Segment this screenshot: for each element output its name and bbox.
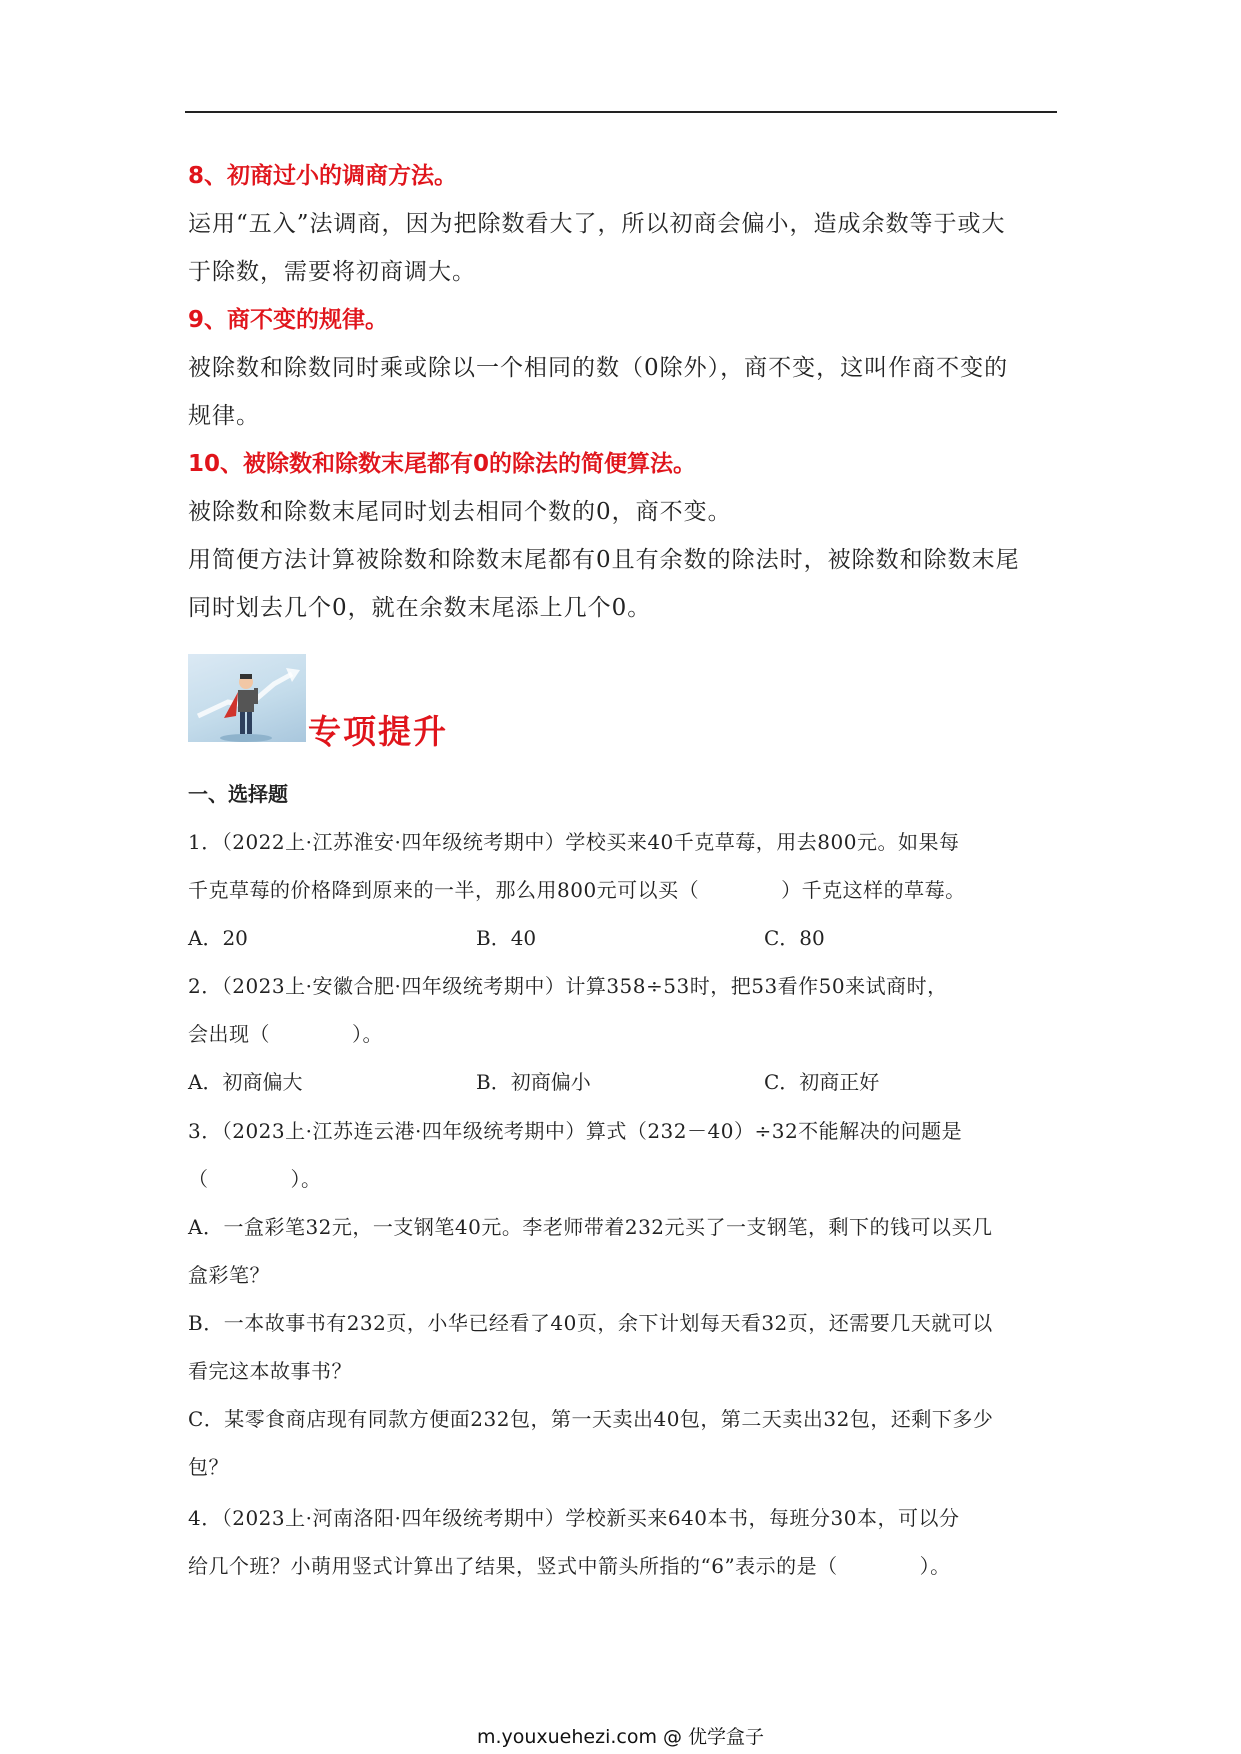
kp8-heading: 8、初商过小的调商方法。 — [188, 163, 458, 189]
question-line: 3．（2023上·江苏连云港·四年级统考期中）算式（232－40）÷32不能解决的问题是 — [188, 1119, 963, 1143]
option-b[interactable]: B．40 — [476, 926, 537, 950]
kp8-line: 于除数，需要将初商调大。 — [188, 259, 476, 285]
question-line: （ ）。 — [188, 1167, 322, 1191]
kp10-block — [188, 440, 1058, 632]
kp9-line: 规律。 — [188, 403, 260, 429]
option-b-cont[interactable]: 看完这本故事书？ — [188, 1359, 352, 1383]
option-b[interactable]: B．一本故事书有232页，小华已经看了40页，余下计划每天看32页，还需要几天就可以 — [188, 1311, 993, 1335]
option-c[interactable]: C．初商正好 — [764, 1070, 880, 1094]
question-3 — [188, 1107, 1058, 1491]
option-c[interactable]: C．80 — [764, 926, 825, 950]
kp10-line: 同时划去几个0，就在余数末尾添上几个0。 — [188, 595, 652, 621]
option-a-cont[interactable]: 盒彩笔？ — [188, 1263, 270, 1287]
question-line: 给几个班？小萌用竖式计算出了结果，竖式中箭头所指的“6”表示的是（ ）。 — [188, 1554, 951, 1578]
kp10-line: 被除数和除数末尾同时划去相同个数的0，商不变。 — [188, 499, 732, 525]
option-a[interactable]: A．一盒彩笔32元，一支钢笔40元。李老师带着232元买了一支钢笔，剩下的钱可以买几 — [188, 1215, 993, 1239]
banner-title: 专项提升 — [308, 712, 448, 751]
question-line: 2．（2023上·安徽合肥·四年级统考期中）计算358÷53时，把53看作50来试商时， — [188, 974, 948, 998]
question-line: 会出现（ ）。 — [188, 1022, 383, 1046]
teacher-illustration-icon — [188, 654, 306, 742]
question-4 — [188, 1494, 1058, 1590]
kp8-line: 运用“五入”法调商，因为把除数看大了，所以初商会偏小，造成余数等于或大 — [188, 211, 1006, 237]
question-line: 1．（2022上·江苏淮安·四年级统考期中）学校买来40千克草莓，用去800元。如果每 — [188, 830, 960, 854]
option-c[interactable]: C．某零食商店现有同款方便面232包，第一天卖出40包，第二天卖出32包，还剩下多少 — [188, 1407, 994, 1431]
footer-watermark: m.youxuehezi.com @ 优学盒子 — [476, 1726, 765, 1748]
question-1 — [188, 818, 1058, 962]
option-b[interactable]: B．初商偏小 — [476, 1070, 591, 1094]
kp9-block — [188, 296, 1058, 440]
option-a[interactable]: A．初商偏大 — [188, 1070, 303, 1094]
question-2 — [188, 962, 1058, 1106]
kp8-block — [188, 152, 1058, 296]
section-block — [188, 770, 1058, 818]
kp10-line: 用简便方法计算被除数和除数末尾都有0且有余数的除法时，被除数和除数末尾 — [188, 547, 1020, 573]
option-a[interactable]: A．20 — [188, 926, 248, 950]
question-line: 千克草莓的价格降到原来的一半，那么用800元可以买（ ）千克这样的草莓。 — [188, 878, 966, 902]
kp9-line: 被除数和除数同时乘或除以一个相同的数（0除外），商不变，这叫作商不变的 — [188, 355, 1009, 381]
question-line: 4．（2023上·河南洛阳·四年级统考期中）学校新买来640本书，每班分30本，可以分 — [188, 1506, 960, 1530]
kp10-heading: 10、被除数和除数末尾都有0的除法的简便算法。 — [188, 451, 697, 477]
options-row — [188, 1058, 1058, 1106]
section-title: 一、选择题 — [188, 782, 288, 806]
header-rule — [185, 111, 1057, 113]
option-c-cont[interactable]: 包？ — [188, 1455, 229, 1479]
options-row — [188, 914, 1058, 962]
kp9-heading: 9、商不变的规律。 — [188, 307, 389, 333]
